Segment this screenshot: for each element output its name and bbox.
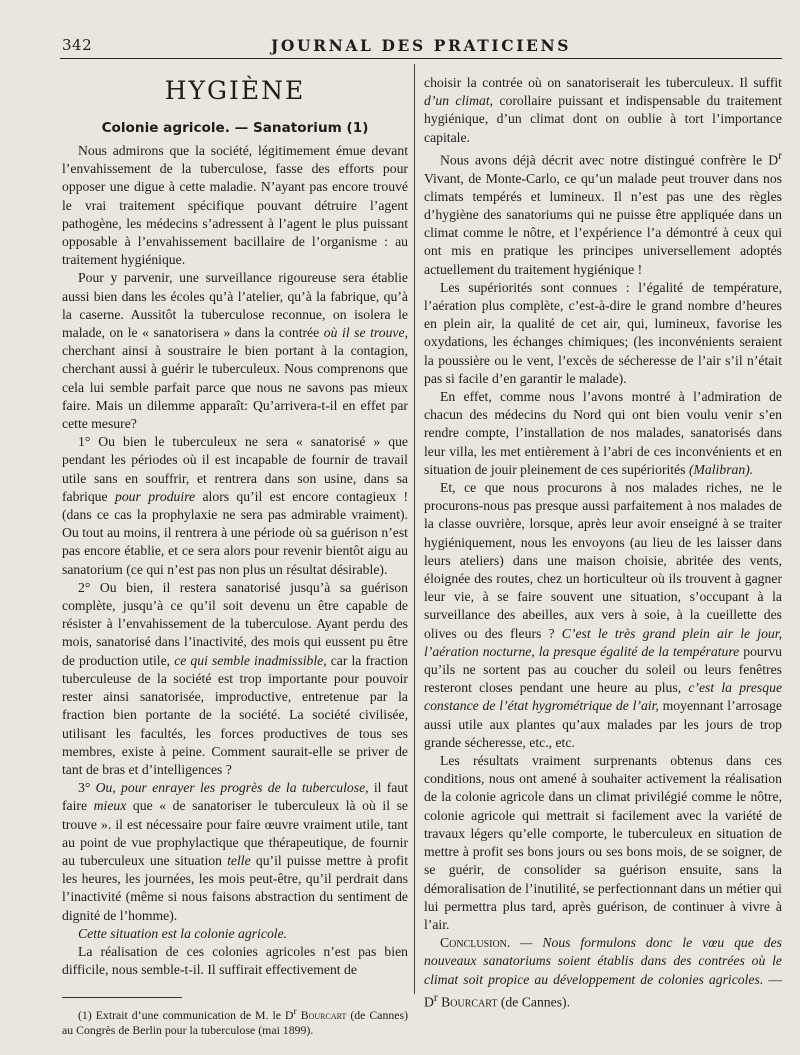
running-head xyxy=(62,36,780,56)
article-title: Colonie agricole. — Sanatorium (1) xyxy=(101,120,369,136)
paragraph: Cette situation est la colonie agricole. xyxy=(78,925,288,941)
paragraph: 3° Ou, pour enrayer les progrès de la tuberculose, il faut faire mieux que « de sanatoriser le tuberculeux là où il se trouve ». il est nécessaire pour faire œuvre vraiment utile, tant au point de vue prophylactique que thérapeutique, de fournir au tuberculeux une situation telle qu’il puisse mettre à profit les heures, les journées, les mois peut-être, qu’il perdrait dans l’inactivité (même si nous faisons abstraction du sentiment de dignité de l’homme). xyxy=(62,780,409,923)
paragraph: En effet, comme nous l’avons montré à l’admiration de chacun des médecins du Nord qui ont bien voulu venir s’en rendre compte, l’installation de nos malades, sanatorisés dans leur villa, les met entièrement à l’abri de ces inconvénients et en situation de jouir pleinement de ces supériorités (Malibran). xyxy=(424,389,782,477)
paragraph: La réalisation de ces colonies agricoles n’est pas bien difficile, nous semble-t-il. Il suffirait effectivement de xyxy=(62,943,408,978)
paragraph: choisir la contrée où on sanatoriserait les tuberculeux. Il suffit d’un climat, corollaire puissant et indispensable du traitement hygiénique, d’un climat dont on oublie à tort l’importance capitale. xyxy=(424,75,782,145)
left-column xyxy=(62,70,408,1038)
paragraph: Pour y parvenir, une surveillance rigoureuse sera établie aussi bien dans les écoles qu’à l’atelier, qu’à la fabrique, qu’à la caserne. Aussitôt la tuberculose reconnue, on isolera le malade, on le « sanatorisera » dans la contrée où il se trouve, cherchant ainsi à soustraire le bien portant à la contagion, cherchant aussi à guérir le tuberculeux. Nous comprenons que cela lui semble parfait parce que nous ne savons pas mieux faire. Mais un dilemme apparaît: Qu’arrivera-t-il en effet par cette mesure? xyxy=(62,270,409,432)
journal-title: JOURNAL DES PRATICIENS xyxy=(270,36,572,55)
section-title: HYGIÈNE xyxy=(164,76,306,105)
header-rule xyxy=(60,58,782,59)
paragraph: Nous avons déjà décrit avec notre distingué confrère le $D^r$ Vivant, de Monte-Carlo, ce qu’un malade peut trouver dans nos climats tempérés et lumineux. Il n’est pas une des règles d’hygiène des sanatoriums qui ne puisse être appliquée dans un climat comme le nôtre, et l’expérience l’a démontré à ceux qui ont mis en pratique les principes universellement adoptés actuellement du traitement hygiénique ! xyxy=(424,149,782,277)
paragraph: Nous admirons que la société, légitimement émue devant l’envahissement de la tuberculose, fasse des efforts pour opposer une digue à cette maladie. N’ayant pas encore trouvé le vrai traitement spécifique pouvant détruire l’agent pathogène, les médecins s’adressent à l’agent le plus puissant opposable à l’envahissement bacillaire de l’organisme : au traitement hygiénique. xyxy=(62,143,408,268)
page-number: 342 xyxy=(62,36,93,54)
footnote: (1) Extrait d’une communication de M. le $D^r$ Bourcart (de Cannes) au Congrès de Berlin pour la tuberculose (mai 1899). xyxy=(62,1006,408,1038)
footnote-rule xyxy=(62,997,182,998)
paragraph: 2° Ou bien, il restera sanatorisé jusqu’à sa guérison complète, jusqu’à ce qu’il soit devenu un être capable de résister à l’envahissement de la tuberculose. Ayant perdu des mois, sanatorisé dans l’inactivité, des mois qui eussent pu être de production utile, ce qui semble inadmissible, car la fraction tuberculeuse de la société est trop importante pour pouvoir rester ainsi sanatorisée, improductive, entretenue par la fraction bien portante de la société. La société civilisée, utilisant les facultés, les forces productives de tous ses membres, existe à peine. Comment saurait-elle se priver de tant de bras et d’intelligences ? xyxy=(62,579,409,777)
paragraph: Et, ce que nous procurons à nos malades riches, ne le procurons-nous pas presque aussi parfaitement à nos malades de la classe ouvrière, lorsque, après leur avoir enseigné à se traiter hygiéniquement, nous les envoyons (au lieu de les laisser dans leurs ateliers) dans une maison choisie, abritée des vents, éloignée des routes, chez un horticulteur où ils trouvent à gagner leur vie, à se faire souvent une situation, s’occupant à la surveillance des abeilles, aux vers à soie, à la cueillette des olives ou des fleurs ? C’est le très grand plein air le jour, l’aération nocturne, la presque égalité de la température pourvu qu’ils ne sortent pas au coucher du soleil ou leurs fenêtres resteront closes pendant une heure au plus, c’est la presque constance de l’état hygrométrique de l’air, moyennant l’arrosage aussi utile aux plantes qu’aux malades par les jours de trop grande sécheresse, etc., etc. xyxy=(424,480,783,750)
paragraph: Les résultats vraiment surprenants obtenus dans ces conditions, nous ont amené à souhaiter activement la réalisation de la colonie agricole dans un climat privilégié comme le nôtre, colonie agricole qui mettrait si facilement avec la variété de travaux légers qu’elle comporte, le tuberculeux en situation de mettre à profit ses bons jours ou ses bons mois, de se soigner, de se guérir, de consolider sa guérison ensuite, sans la démoralisation de l’inutilité, se perfectionnant dans un métier qui lui permettra plus tard, après guérison, de continuer à vivre à l’air. xyxy=(424,753,782,932)
paragraph: 1° Ou bien le tuberculeux ne sera « sanatorisé » que pendant les périodes où il est incapable de fournir de travail utile sans en souffrir, et rentrera dans son usine, dans sa fabrique pour produire alors qu’il est encore contagieux ! (dans ce cas la prophylaxie ne sera pas admirable vraiment). Ou tout au moins, il rentrera à une période où sa guérison n’est pas encore établie, et ce sera alors pour revenir bientôt aigu au sanatorium (ce qui n’est pas non plus un résultat désirable). xyxy=(62,434,409,577)
conclusion-paragraph: Conclusion. — Nous formulons donc le vœu que des nouveaux sanatoriums soient établis dans des contrées où le climat soit propice au développement de colonies agricoles. — $D^r$ Bourcart (de Cannes). xyxy=(424,935,783,1010)
paragraph: Les supériorités sont connues : l’égalité de température, l’aération plus complète, c’est-à-dire le grand nombre d’heures en plein air, la qualité de cet air, qui, lumineux, favorise les oxydations, les échanges chimiques; (les inconvénients seraient la poussière ou le vent, l’excès de sécheresse de l’air s’il n’était pas si facile d’en garantir le malade). xyxy=(424,279,782,386)
right-column xyxy=(424,74,782,1011)
column-divider xyxy=(414,64,415,994)
